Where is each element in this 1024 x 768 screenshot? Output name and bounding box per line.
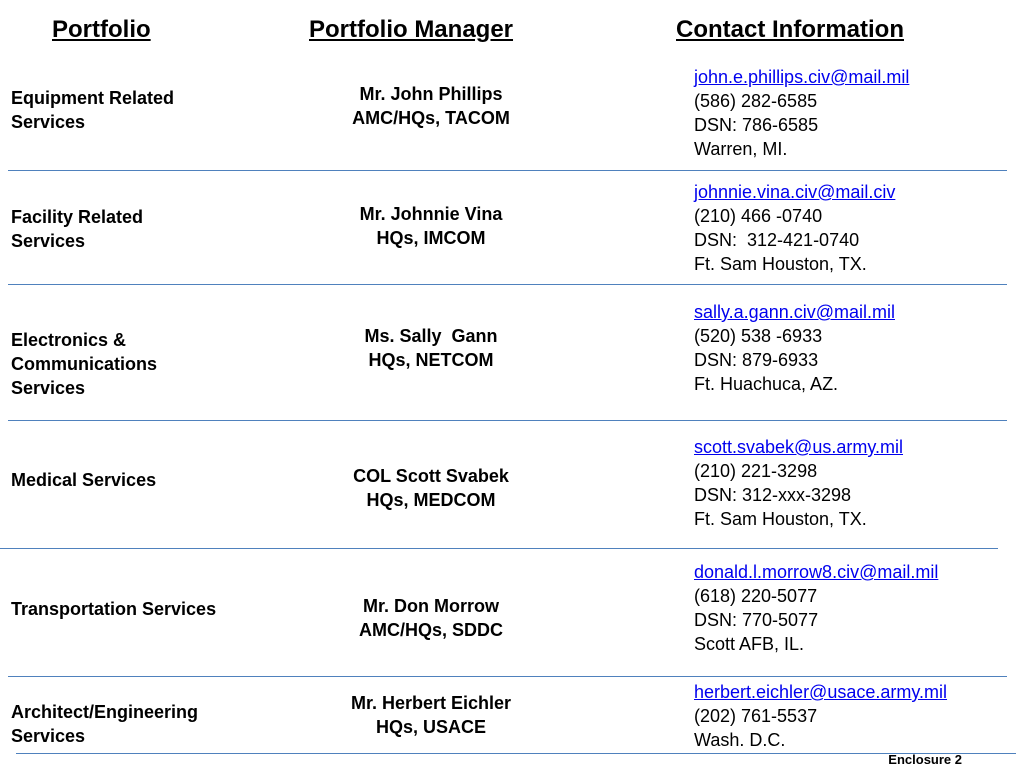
dsn: DSN: 786-6585 (694, 115, 819, 135)
row-divider (0, 548, 998, 549)
email-link[interactable]: sally.a.gann.civ@mail.mil (694, 302, 895, 322)
row-divider (8, 170, 1007, 171)
manager-cell (296, 464, 566, 512)
portfolio-medical: Medical Services (11, 470, 157, 490)
email-link[interactable]: johnnie.vina.civ@mail.civ (694, 182, 896, 202)
location: Scott AFB, IL. (694, 634, 805, 654)
phone: (202) 761-5537 (694, 706, 818, 726)
contact-cell (694, 65, 1014, 161)
location: Ft. Huachuca, AZ. (694, 374, 839, 394)
dsn: DSN: 770-5077 (694, 610, 819, 630)
email-link[interactable]: herbert.eichler@usace.army.mil (694, 682, 948, 702)
email-link[interactable]: scott.svabek@us.army.mil (694, 437, 903, 457)
header-portfolio-manager: Portfolio Manager (309, 16, 514, 43)
row-divider (8, 284, 1007, 285)
contact-cell (694, 560, 1014, 656)
location: Warren, MI. (694, 139, 788, 159)
manager-org: HQs, IMCOM (376, 228, 486, 248)
portfolio-facility: Facility Related Services (11, 207, 144, 251)
portfolio-electronics: Electronics & Communications Services (11, 330, 158, 398)
enclosure-label: Enclosure 2 (888, 752, 962, 767)
portfolio-architect-engineering: Architect/Engineering Services (11, 702, 199, 746)
manager-cell (296, 324, 566, 372)
portfolio-transportation: Transportation Services (11, 599, 217, 619)
manager-name: Mr. Don Morrow (363, 596, 499, 616)
manager-cell (296, 82, 566, 130)
dsn: DSN: 879-6933 (694, 350, 819, 370)
phone: (210) 221-3298 (694, 461, 818, 481)
dsn: DSN: 312-xxx-3298 (694, 485, 852, 505)
manager-cell (296, 202, 566, 250)
header-contact-information: Contact Information (676, 16, 904, 43)
location: Wash. D.C. (694, 730, 786, 750)
row-divider (8, 676, 1007, 677)
email-link[interactable]: donald.l.morrow8.civ@mail.mil (694, 562, 939, 582)
manager-cell (296, 691, 566, 739)
contact-cell (694, 680, 1014, 752)
row-divider (8, 420, 1007, 421)
row-divider (16, 753, 1016, 754)
manager-name: Mr. John Phillips (359, 84, 503, 104)
location: Ft. Sam Houston, TX. (694, 254, 867, 274)
manager-name: Mr. Herbert Eichler (350, 693, 512, 713)
manager-name: Mr. Johnnie Vina (359, 204, 503, 224)
manager-org: HQs, NETCOM (368, 350, 494, 370)
dsn: DSN: 312-421-0740 (694, 230, 860, 250)
manager-org: AMC/HQs, TACOM (352, 108, 510, 128)
location: Ft. Sam Houston, TX. (694, 509, 867, 529)
manager-org: HQs, MEDCOM (366, 490, 496, 510)
phone: (520) 538 -6933 (694, 326, 823, 346)
manager-name: Ms. Sally Gann (364, 326, 498, 346)
manager-org: HQs, USACE (375, 717, 487, 737)
phone: (210) 466 -0740 (694, 206, 823, 226)
email-link[interactable]: john.e.phillips.civ@mail.mil (694, 67, 910, 87)
phone: (586) 282-6585 (694, 91, 818, 111)
manager-cell (296, 594, 566, 642)
contact-cell (694, 435, 1014, 531)
contact-cell (694, 300, 1014, 396)
manager-name: COL Scott Svabek (353, 466, 509, 486)
phone: (618) 220-5077 (694, 586, 818, 606)
manager-org: AMC/HQs, SDDC (358, 620, 503, 640)
header-portfolio: Portfolio (52, 16, 151, 43)
contact-cell (694, 180, 1014, 276)
portfolio-equipment: Equipment Related Services (11, 88, 175, 132)
